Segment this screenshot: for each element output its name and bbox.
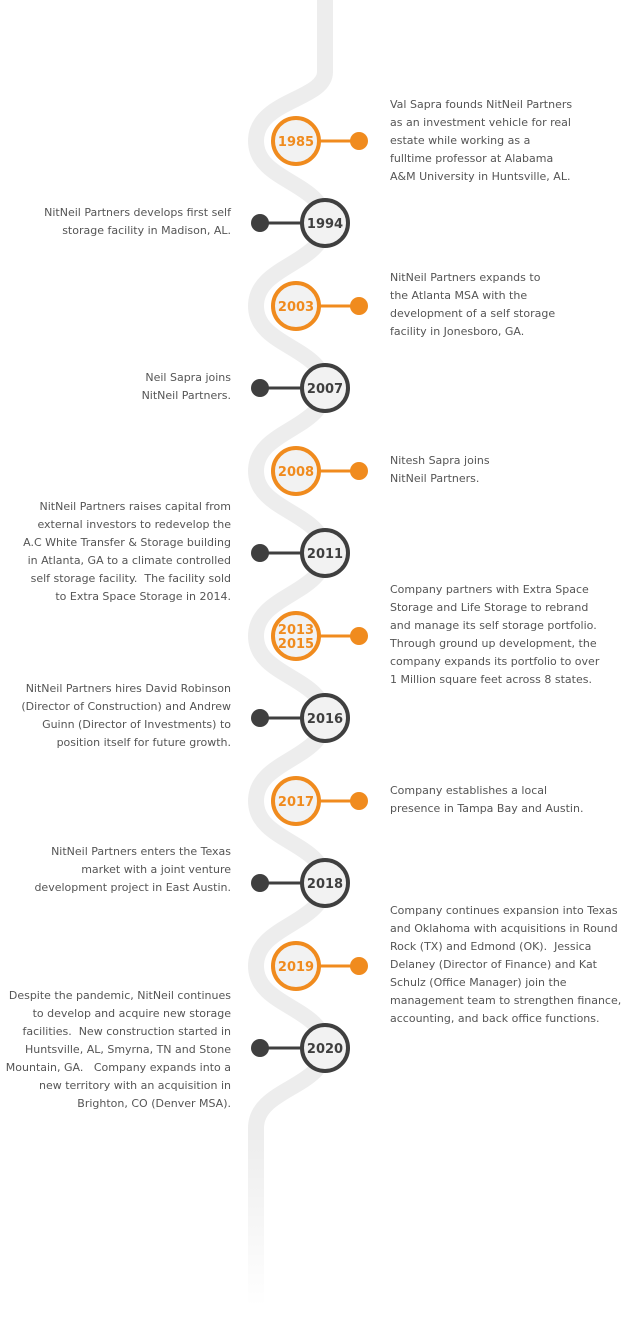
milestone-description-2018 bbox=[1, 843, 231, 897]
year-label: 2020 bbox=[306, 1042, 344, 1057]
year-label: 2008 bbox=[277, 465, 315, 480]
description-line: NitNeil Partners hires David Robinson bbox=[25, 682, 231, 695]
description-line: Huntsville, AL, Smyrna, TN and Stone bbox=[25, 1043, 231, 1056]
milestone-description-2020 bbox=[1, 987, 231, 1113]
description-line: to Extra Space Storage in 2014. bbox=[55, 590, 231, 603]
year-label: 2016 bbox=[306, 712, 344, 727]
description-line: Mountain, GA. Company expands into a bbox=[5, 1061, 231, 1074]
description-line: in Atlanta, GA to a climate controlled bbox=[27, 554, 231, 567]
description-line: NitNeil Partners expands to bbox=[390, 271, 541, 284]
milestone-description-2007 bbox=[1, 369, 231, 405]
description-line: (Director of Construction) and Andrew bbox=[21, 700, 231, 713]
description-line: Rock (TX) and Edmond (OK). Jessica bbox=[390, 940, 592, 953]
description-line: to develop and acquire new storage bbox=[32, 1007, 231, 1020]
description-line: NitNeil Partners. bbox=[141, 389, 231, 402]
description-line: NitNeil Partners enters the Texas bbox=[51, 845, 231, 858]
description-line: Nitesh Sapra joins bbox=[390, 454, 490, 467]
description-line: management team to strengthen finance, bbox=[390, 994, 622, 1007]
description-line: facility in Jonesboro, GA. bbox=[390, 325, 525, 338]
milestone-dot-2020 bbox=[251, 1039, 269, 1057]
milestone-description-2013-2015 bbox=[390, 581, 620, 689]
description-line: estate while working as a bbox=[390, 134, 531, 147]
description-line: presence in Tampa Bay and Austin. bbox=[390, 802, 584, 815]
milestone-dot-2018 bbox=[251, 874, 269, 892]
description-line: the Atlanta MSA with the bbox=[390, 289, 528, 302]
description-line: A.C White Transfer & Storage building bbox=[23, 536, 231, 549]
milestone-dot-2007 bbox=[251, 379, 269, 397]
milestone-description-2008 bbox=[390, 452, 620, 488]
year-label: 2015 bbox=[277, 637, 315, 652]
description-line: new territory with an acquisition in bbox=[38, 1079, 231, 1092]
description-line: Val Sapra founds NitNeil Partners bbox=[390, 98, 573, 111]
description-line: accounting, and back office functions. bbox=[390, 1012, 600, 1025]
milestone-description-1994 bbox=[1, 204, 231, 240]
year-label: 2019 bbox=[277, 960, 315, 975]
year-label: 2007 bbox=[306, 382, 344, 397]
description-line: NitNeil Partners develops first self bbox=[44, 206, 231, 219]
milestone-dot-1985 bbox=[350, 132, 368, 150]
milestone-description-2011 bbox=[1, 498, 231, 606]
description-line: 1 Million square feet across 8 states. bbox=[390, 673, 592, 686]
description-line: Company establishes a local bbox=[390, 784, 548, 797]
milestone-dot-2008 bbox=[350, 462, 368, 480]
milestone-description-2016 bbox=[1, 680, 231, 752]
description-line: Company partners with Extra Space bbox=[390, 583, 589, 596]
description-line: Storage and Life Storage to rebrand bbox=[390, 601, 589, 614]
description-line: Schulz (Office Manager) join the bbox=[390, 976, 567, 989]
description-line: self storage facility. The facility sold bbox=[30, 572, 231, 585]
description-line: A&M University in Huntsville, AL. bbox=[390, 170, 571, 183]
year-label: 2003 bbox=[277, 300, 315, 315]
description-line: and manage its self storage portfolio. bbox=[390, 619, 597, 632]
milestone-dot-2003 bbox=[350, 297, 368, 315]
description-line: as an investment vehicle for real bbox=[390, 116, 571, 129]
description-line: Through ground up development, the bbox=[390, 637, 597, 650]
year-label: 1994 bbox=[306, 217, 344, 232]
description-line: Delaney (Director of Finance) and Kat bbox=[390, 958, 597, 971]
description-line: external investors to redevelop the bbox=[37, 518, 231, 531]
milestone-description-2017 bbox=[390, 782, 620, 818]
year-label: 1985 bbox=[277, 135, 315, 150]
milestone-description-1985 bbox=[390, 96, 620, 186]
description-line: development project in East Austin. bbox=[34, 881, 231, 894]
description-line: position itself for future growth. bbox=[56, 736, 231, 749]
milestone-dot-2017 bbox=[350, 792, 368, 810]
description-line: Neil Sapra joins bbox=[145, 371, 231, 384]
description-line: NitNeil Partners. bbox=[390, 472, 480, 485]
milestone-dot-2016 bbox=[251, 709, 269, 727]
description-line: Brighton, CO (Denver MSA). bbox=[77, 1097, 231, 1110]
year-label: 2011 bbox=[306, 547, 344, 562]
description-line: facilities. New construction started in bbox=[22, 1025, 231, 1038]
description-line: Guinn (Director of Investments) to bbox=[42, 718, 231, 731]
description-line: market with a joint venture bbox=[81, 863, 231, 876]
milestone-dot-1994 bbox=[251, 214, 269, 232]
description-line: fulltime professor at Alabama bbox=[390, 152, 554, 165]
year-label: 2013 bbox=[277, 623, 315, 638]
milestone-dot-2011 bbox=[251, 544, 269, 562]
description-line: and Oklahoma with acquisitions in Round bbox=[390, 922, 618, 935]
milestone-description-2003 bbox=[390, 269, 620, 341]
milestone-dot-2019 bbox=[350, 957, 368, 975]
description-line: storage facility in Madison, AL. bbox=[62, 224, 231, 237]
year-label: 2017 bbox=[277, 795, 315, 810]
description-line: Company continues expansion into Texas bbox=[390, 904, 618, 917]
track-fade-overlay bbox=[200, 1100, 400, 1320]
description-line: NitNeil Partners raises capital from bbox=[39, 500, 231, 513]
description-line: company expands its portfolio to over bbox=[390, 655, 600, 668]
year-label: 2018 bbox=[306, 877, 344, 892]
description-line: development of a self storage bbox=[390, 307, 556, 320]
description-line: Despite the pandemic, NitNeil continues bbox=[8, 989, 231, 1002]
milestone-description-2019 bbox=[390, 902, 620, 1028]
milestone-dot-2013-2015 bbox=[350, 627, 368, 645]
